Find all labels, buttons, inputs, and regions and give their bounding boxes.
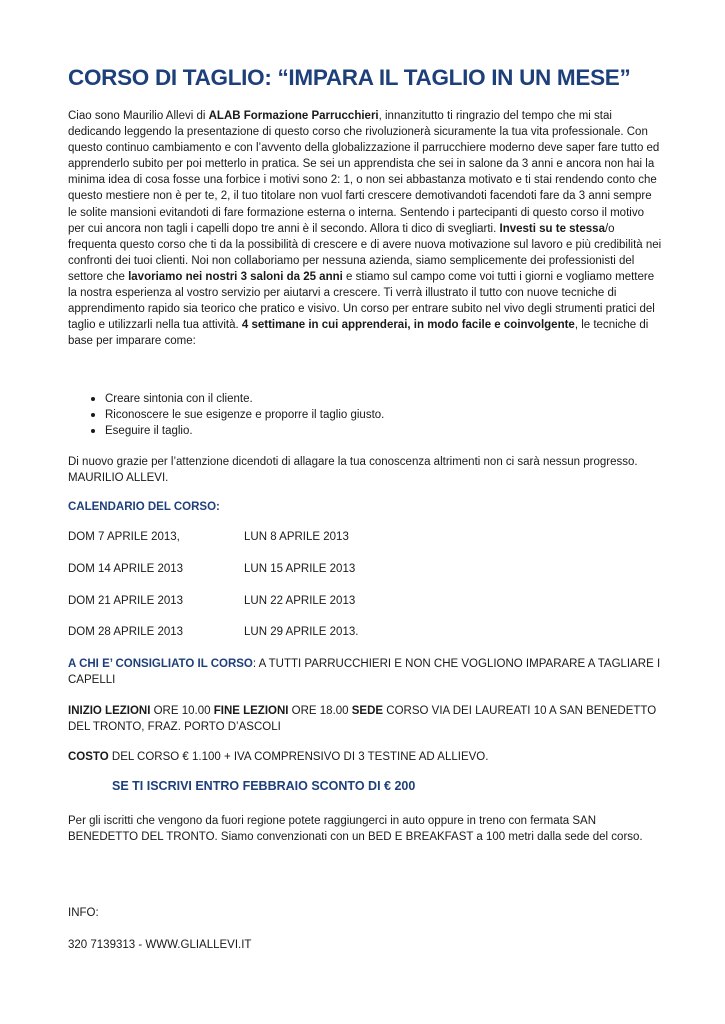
discount-promo: SE TI ISCRIVI ENTRO FEBBRAIO SCONTO DI € 200 bbox=[112, 779, 416, 793]
page-title: CORSO DI TAGLIO: “IMPARA IL TAGLIO IN UN MESE” bbox=[68, 65, 631, 90]
target-text: : A TUTTI PARRUCCHIERI E NON CHE VOGLIONO IMPARARE A TAGLIARE I CAPELLI bbox=[68, 658, 661, 686]
calendar-sunday: DOM 28 APRILE 2013 bbox=[68, 626, 184, 638]
cost-info bbox=[68, 749, 662, 765]
target-audience bbox=[68, 656, 662, 688]
intro-paragraph bbox=[68, 108, 662, 349]
venue-label: SEDE bbox=[351, 705, 384, 717]
skills-list bbox=[68, 391, 662, 439]
cost-label: COSTO bbox=[68, 751, 109, 763]
calendar-row bbox=[68, 626, 468, 642]
calendar-row bbox=[68, 563, 468, 579]
intro-bold: lavoriamo nei nostri 3 saloni da 25 anni bbox=[128, 270, 343, 283]
list-item: Creare sintonia con il cliente. bbox=[68, 391, 662, 407]
calendar-sunday: DOM 14 APRILE 2013 bbox=[68, 563, 184, 575]
start-label: INIZIO LEZIONI bbox=[68, 705, 151, 717]
calendar-monday: LUN 15 APRILE 2013 bbox=[244, 563, 356, 575]
intro-text: , innanzitutto ti ringrazio del tempo che mi stai dedicando leggendo la presentazione di questo corso che rivoluzionerà sicuramente la tua vita professionale. Con questo continuo cambiamento e con l’avvento della globalizzazione il parrucchiere moderno deve saper fare tutto ed apprenderlo subito per poi metterlo in pratica. Se sei un apprendista che sei in salone da 3 anni e ancora non hai la minima idea di cosa fosse una forbice i motivi sono 2: 1, o non sei abbastanza motivato e ti stai rendendo conto che questo mestiere non è per te, 2, il tuo titolare non vuol farti crescere demotivandoti facendoti fare da 3 anni sempre le solite mansioni evitandoti di fare formazione esterna o interna. Sentendo i partecipanti di questo corso il motivo per cui ancora non tagli i capelli dopo tre anni è il secondo. Allora ti dico di svegliarti. bbox=[68, 110, 660, 235]
intro-text: e stiamo sul campo come voi tutti i giorni e vogliamo mettere la nostra esperienza al vostro servizio per aiutarvi a crescere. Ti verrà illustrato il tutto con nuove tecniche di apprendimento rapido sia teorico che pratico e visivo. Un corso per entrare subito nel vivo degli strumenti pratici del taglio e utilizzarli nella tua attività. bbox=[68, 270, 655, 332]
intro-bold: ALAB Formazione Parrucchieri bbox=[208, 110, 379, 122]
target-label: A CHI E’ CONSIGLIATO IL CORSO bbox=[68, 658, 253, 670]
calendar-sunday: DOM 21 APRILE 2013 bbox=[68, 595, 184, 607]
calendar-monday: LUN 29 APRILE 2013. bbox=[244, 626, 359, 638]
intro-text: , le tecniche di base per imparare come: bbox=[68, 319, 649, 348]
info-label: INFO: bbox=[68, 907, 99, 919]
calendar-row bbox=[68, 595, 468, 611]
schedule-info bbox=[68, 703, 662, 735]
intro-bold: Investi su te stessa bbox=[499, 222, 605, 235]
calendar-title: CALENDARIO DEL CORSO: bbox=[68, 501, 220, 513]
calendar-monday: LUN 8 APRILE 2013 bbox=[244, 531, 349, 543]
list-item: Eseguire il taglio. bbox=[68, 423, 662, 439]
intro-text: Ciao sono Maurilio Allevi di bbox=[68, 110, 209, 122]
intro-text: /o frequenta questo corso che ti da la possibilità di crescere e di avere nuova motivazione sul lavoro e più credibilità nei confronti dei tuoi clienti. Noi non collaboriamo per nessuna azienda, siamo semplicemente dei professionisti del settore che bbox=[68, 222, 662, 283]
calendar-sunday: DOM 7 APRILE 2013, bbox=[68, 531, 180, 543]
travel-info: Per gli iscritti che vengono da fuori regione potete raggiungerci in auto oppure in treno con fermata SAN BENEDETTO DEL TRONTO. Siamo convenzionati con un BED E BREAKFAST a 100 metri dalla sede del corso. bbox=[68, 815, 643, 843]
closing-paragraph: Di nuovo grazie per l’attenzione dicendoti di allagare la tua conoscenza altrimenti non ci sarà nessun progresso. MAURILIO ALLEVI. bbox=[68, 456, 638, 484]
end-value: ORE 18.00 bbox=[288, 705, 352, 717]
start-value: ORE 10.00 bbox=[150, 705, 214, 717]
intro-bold: 4 settimane in cui apprenderai, in modo facile e coinvolgente bbox=[241, 319, 575, 332]
list-item: Riconoscere le sue esigenze e proporre il taglio giusto. bbox=[68, 407, 662, 423]
cost-value: DEL CORSO € 1.100 + IVA COMPRENSIVO DI 3 TESTINE AD ALLIEVO. bbox=[108, 751, 489, 763]
calendar-row bbox=[68, 531, 468, 547]
contact-info: 320 7139313 - WWW.GLIALLEVI.IT bbox=[68, 939, 252, 951]
end-label: FINE LEZIONI bbox=[213, 705, 289, 717]
calendar-monday: LUN 22 APRILE 2013 bbox=[244, 595, 356, 607]
venue-value: CORSO VIA DEI LAUREATI 10 A SAN BENEDETTO DEL TRONTO, FRAZ. PORTO D’ASCOLI bbox=[68, 705, 657, 733]
